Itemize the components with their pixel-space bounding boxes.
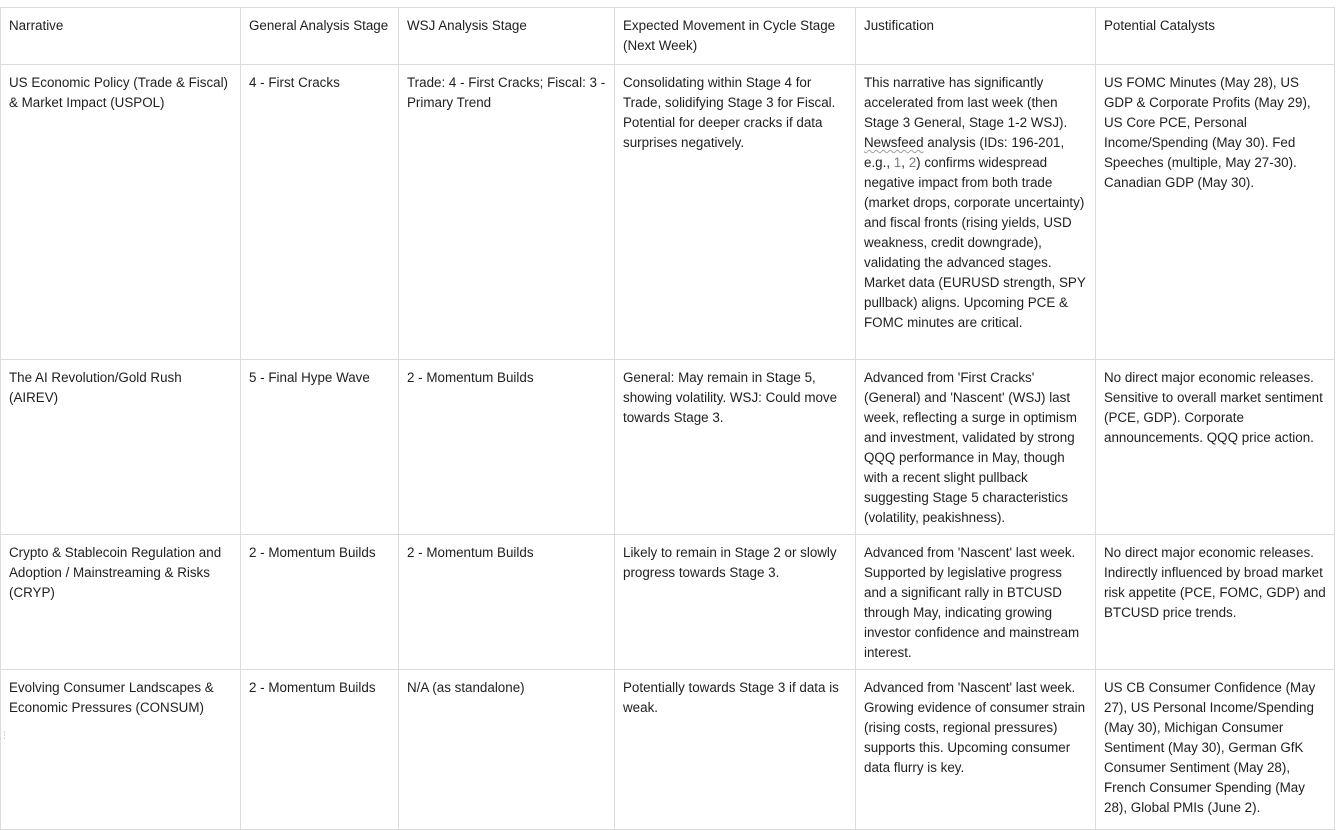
cell-narrative: Evolving Consumer Landscapes & Economic Pressures (CONSUM) <box>1 670 241 830</box>
cell-justification: Advanced from 'Nascent' last week. Supported by legislative progress and a significant rally in BTCUSD through May, indicating growing investor confidence and mainstream interest. <box>856 535 1096 670</box>
citation-link-1[interactable]: 1 <box>893 155 902 170</box>
cell-wsj-stage: Trade: 4 - First Cracks; Fiscal: 3 - Primary Trend <box>399 65 615 360</box>
table-header-row <box>1 8 1335 65</box>
cell-catalysts: US CB Consumer Confidence (May 27), US Personal Income/Spending (May 30), Michigan Consumer Sentiment (May 30), German GfK Consumer Sentiment (May 28), French Consumer Spending (May 28), Global PMIs (June 2). <box>1096 670 1335 830</box>
justification-text: analysis (IDs: 196-201, e.g., <box>864 135 1065 170</box>
table-row <box>1 360 1335 535</box>
cell-expected-movement: Consolidating within Stage 4 for Trade, solidifying Stage 3 for Fiscal. Potential for deeper cracks if data surprises negatively. <box>615 65 856 360</box>
cell-wsj-stage: 2 - Momentum Builds <box>399 535 615 670</box>
cell-justification: Advanced from 'First Cracks' (General) and 'Nascent' (WSJ) last week, reflecting a surge in optimism and investment, validated by strong QQQ performance in May, though with a recent slight pullback suggesting Stage 5 characteristics (volatility, peakishness). <box>856 360 1096 535</box>
table-row <box>1 670 1335 830</box>
cell-justification: Advanced from 'Nascent' last week. Growing evidence of consumer strain (rising costs, regional pressures) supports this. Upcoming consumer data flurry is key. <box>856 670 1096 830</box>
header-expected-movement: Expected Movement in Cycle Stage (Next Week) <box>615 8 856 65</box>
header-narrative: Narrative <box>1 8 241 65</box>
header-wsj-analysis-stage: WSJ Analysis Stage <box>399 8 615 65</box>
header-potential-catalysts: Potential Catalysts <box>1096 8 1335 65</box>
cell-general-stage: 5 - Final Hype Wave <box>241 360 399 535</box>
cell-justification <box>856 65 1096 360</box>
justification-text: This narrative has significantly accelerated from last week (then Stage 3 General, Stage 1-2 WSJ). <box>864 75 1068 130</box>
drag-handle-icon[interactable]: ⋮ <box>0 731 9 741</box>
cell-general-stage: 2 - Momentum Builds <box>241 670 399 830</box>
cell-expected-movement: General: May remain in Stage 5, showing volatility. WSJ: Could move towards Stage 3. <box>615 360 856 535</box>
cell-catalysts: No direct major economic releases. Sensitive to overall market sentiment (PCE, GDP). Corporate announcements. QQQ price action. <box>1096 360 1335 535</box>
cell-narrative: US Economic Policy (Trade & Fiscal) & Market Impact (USPOL) <box>1 65 241 360</box>
citation-separator: , <box>901 155 909 170</box>
narrative-table <box>0 7 1335 830</box>
spellcheck-underlined-word[interactable]: Newsfeed <box>864 135 924 150</box>
cell-general-stage: 2 - Momentum Builds <box>241 535 399 670</box>
cell-expected-movement: Likely to remain in Stage 2 or slowly progress towards Stage 3. <box>615 535 856 670</box>
header-justification: Justification <box>856 8 1096 65</box>
citation-link-2[interactable]: 2 <box>908 155 917 170</box>
table-row <box>1 535 1335 670</box>
cell-narrative: The AI Revolution/Gold Rush (AIREV) <box>1 360 241 535</box>
header-general-analysis-stage: General Analysis Stage <box>241 8 399 65</box>
cell-expected-movement: Potentially towards Stage 3 if data is weak. <box>615 670 856 830</box>
cell-catalysts: US FOMC Minutes (May 28), US GDP & Corporate Profits (May 29), US Core PCE, Personal Income/Spending (May 30). Fed Speeches (multiple, May 27-30). Canadian GDP (May 30). <box>1096 65 1335 360</box>
narrative-table-container <box>0 7 1336 830</box>
cell-wsj-stage: 2 - Momentum Builds <box>399 360 615 535</box>
justification-text: ) confirms widespread negative impact from both trade (market drops, corporate uncertainty) and fiscal fronts (rising yields, USD weakness, credit downgrade), validating the advanced stages. Market data (EURUSD strength, SPY pullback) aligns. Upcoming PCE & FOMC minutes are critical. <box>864 155 1086 330</box>
cell-wsj-stage: N/A (as standalone) <box>399 670 615 830</box>
table-row <box>1 65 1335 360</box>
cell-narrative: Crypto & Stablecoin Regulation and Adoption / Mainstreaming & Risks (CRYP) <box>1 535 241 670</box>
cell-general-stage: 4 - First Cracks <box>241 65 399 360</box>
cell-catalysts: No direct major economic releases. Indirectly influenced by broad market risk appetite (PCE, FOMC, GDP) and BTCUSD price trends. <box>1096 535 1335 670</box>
